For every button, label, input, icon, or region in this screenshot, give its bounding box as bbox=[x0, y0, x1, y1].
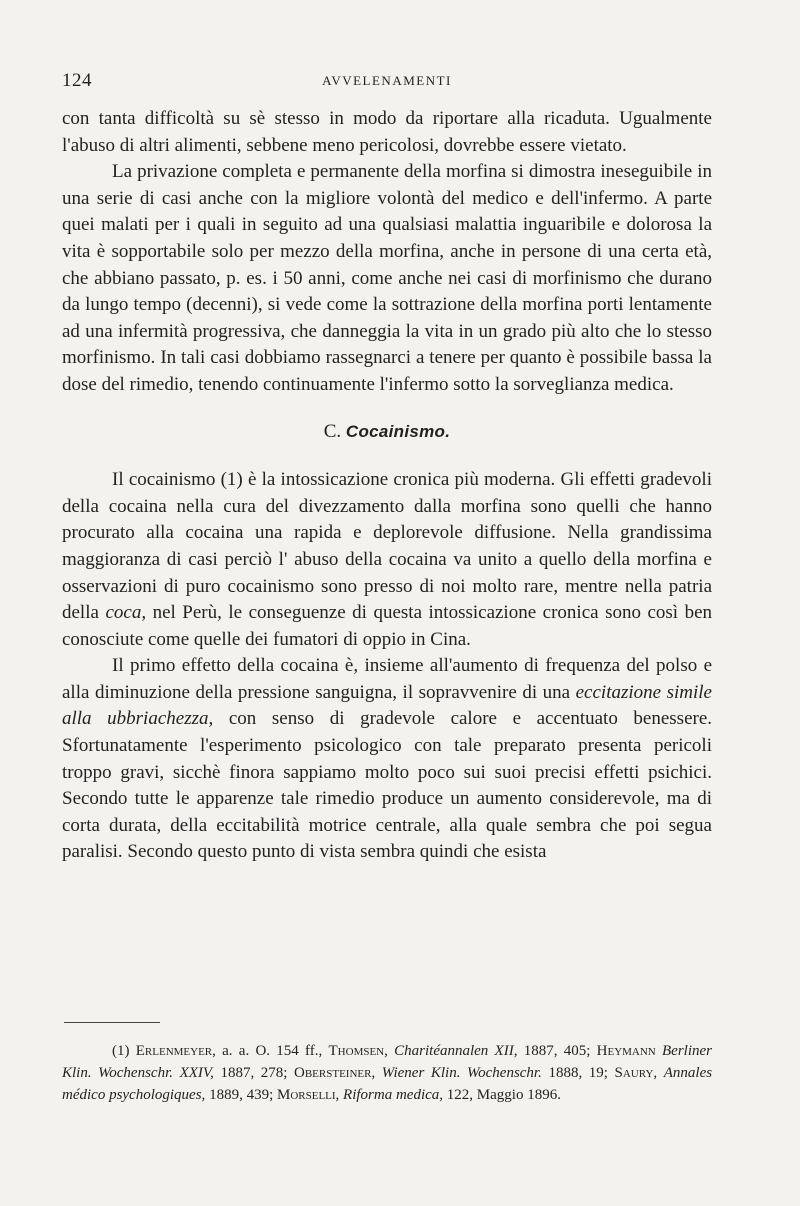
footnote bbox=[62, 1040, 712, 1106]
footnote-author: Heymann bbox=[596, 1043, 656, 1059]
italic-term: coca, bbox=[105, 602, 147, 624]
footnote-author: Morselli, bbox=[276, 1087, 340, 1103]
page-number: 124 bbox=[62, 70, 92, 91]
paragraph-text: Il primo effetto della cocaina è, insieme all'aumento di frequenza del polso e alla diminuzione della pressione sanguigna, il sopravvenire di una bbox=[62, 655, 712, 703]
footnote-author: Saury, bbox=[614, 1065, 658, 1081]
footnote-divider bbox=[64, 1022, 160, 1023]
footnote-author: Thomsen, bbox=[328, 1043, 388, 1059]
footnote-journal: Berliner Klin. Wochenschr. XXIV, bbox=[62, 1043, 712, 1081]
footnote-journal: Wiener Klin. Wochenschr. bbox=[381, 1065, 542, 1081]
footnote-ref: a. a. O. 154 ff., bbox=[222, 1043, 323, 1059]
italic-phrase: eccitazione simile alla ubbriachezza, bbox=[62, 681, 712, 730]
footnote-author: Obersteiner, bbox=[294, 1065, 376, 1081]
footnote-author: Erlenmeyer, bbox=[135, 1043, 216, 1059]
section-heading bbox=[62, 419, 712, 446]
paragraph-cocainism-intro bbox=[62, 467, 712, 653]
footnote-ref: 1887, 405; bbox=[523, 1043, 591, 1059]
footnote-ref: 1888, 19; bbox=[548, 1065, 608, 1081]
footnote-journal: Annales médico psychologiques, bbox=[62, 1065, 713, 1103]
body-text bbox=[62, 106, 712, 866]
paragraph-text: La privazione completa e permanente della morfina si dimostra ineseguibile in una serie di casi anche con la migliore volontà del medico e dell'infermo. A parte quei malati per i quali in seguito ad una qualsiasi malattia inguaribile e dolorosa la vita è sopportabile solo per mezzo della morfina, anche in persone di una certa età, che abbiano passato, p. es. i 50 anni, come anche nei casi di morfinismo che durano da lungo tempo (decenni), si vede come la sottrazione della morfina porti lentamente ad una infermità progressiva, che danneggia la vita in un grado più alto che lo stesso morfinismo. In tali casi dobbiamo rassegnarci a tenere per quanto è possibile bassa la dose del rimedio, tenendo continuamente l'infermo sotto la sorveglianza medica. bbox=[62, 161, 712, 395]
paragraph-morphine-withdrawal bbox=[62, 159, 712, 398]
paragraph-text: con tanta difficoltà su sè stesso in modo da riportare alla ricaduta. Ugualmente l'abuso di altri alimenti, sebbene meno pericolosi, dovrebbe essere vietato. bbox=[62, 108, 712, 156]
paragraph-text: nel Perù, le conseguenze di questa intossicazione cronica sono così ben conosciute come quelle dei fumatori di oppio in Cina. bbox=[62, 602, 713, 650]
running-head: AVVELENAMENTI bbox=[322, 73, 452, 88]
footnote-journal: Charitéannalen XII, bbox=[394, 1043, 518, 1059]
paragraph-text: con senso di gradevole calore e accentuato benessere. Sfortunatamente l'esperimento psicologico con tale preparato presenta pericoli troppo gravi, sicchè finora sappiamo molto poco sui suoi precisi effetti psichici. Secondo tutte le apparenze tale rimedio produce un aumento considerevole, ma di corta durata, della eccitabilità motrice centrale, alla quale sembra che poi segua paralisi. Secondo questo punto di vista sembra quindi che esista bbox=[62, 708, 713, 863]
footnote-ref: 1889, 439; bbox=[209, 1087, 274, 1103]
paragraph-continuation bbox=[62, 106, 712, 159]
paragraph-cocaine-effects bbox=[62, 653, 712, 866]
footnote-ref: 122, Maggio 1896. bbox=[446, 1087, 561, 1103]
footnote-journal: Riforma medica, bbox=[343, 1087, 444, 1103]
footnote-ref: 1887, 278; bbox=[220, 1065, 288, 1081]
section-title: Cocainismo. bbox=[345, 421, 451, 441]
footnote-marker: (1) bbox=[112, 1043, 130, 1059]
page-header bbox=[62, 70, 712, 94]
paragraph-text: Il cocainismo (1) è la intossicazione cronica più moderna. Gli effetti gradevoli della cocaina nella cura del divezzamento dalla morfina sono quelli che hanno procurato alla cocaina una rapida e deplorevole diffusione. Nella grandissima maggioranza di casi perciò l' abuso della cocaina va unito a quello della morfina e osservazioni di puro cocainismo sono presso di noi molto rare, mentre nella patria della bbox=[62, 469, 712, 624]
section-letter: C. bbox=[323, 420, 342, 442]
